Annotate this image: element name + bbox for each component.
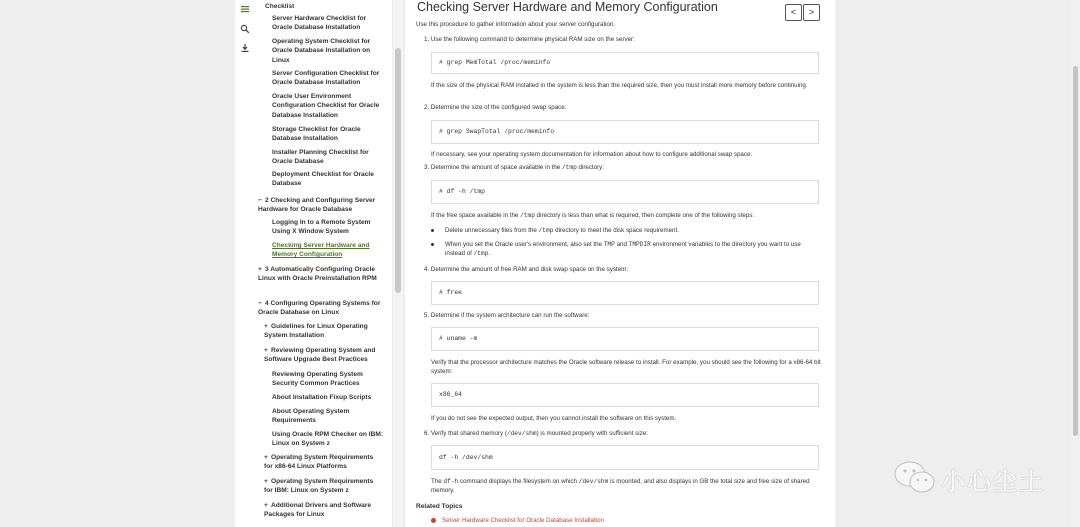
- toc-item-label: Reviewing Operating System and Software Upgrade Best Practices: [264, 347, 376, 364]
- toc-item[interactable]: [272, 148, 387, 167]
- bullet-2: When you set the Oracle user's environment, also set the TMP and TMPDIR environment variables to the directory you want to use instead of /tmp.: [431, 240, 819, 258]
- search-icon[interactable]: [239, 24, 251, 36]
- bullet-dot: [431, 518, 436, 523]
- toc-item[interactable]: [258, 299, 390, 318]
- expand-icon[interactable]: +: [264, 478, 268, 485]
- expand-icon[interactable]: +: [258, 266, 262, 273]
- toc-item-label: Checking Server Hardware and Memory Configuration: [272, 242, 370, 259]
- code-block-4: # free: [431, 281, 819, 305]
- toc-item[interactable]: [272, 125, 387, 144]
- toc-item[interactable]: [272, 407, 387, 426]
- toc-scrollbar[interactable]: [393, 0, 403, 527]
- toc-item-label: Operating System Requirements for x86-64 Linux Platforms: [264, 454, 374, 471]
- collapse-icon[interactable]: −: [258, 300, 262, 307]
- step-5: 5. Determine if the system architecture can run the software:: [424, 312, 590, 319]
- step-6-note: The df-h command displays the filesystem on which /dev/shm is mounted, and also displays in GB the total size and free size of shared memory.: [431, 478, 810, 495]
- step-4: 4. Determine the amount of free RAM and disk swap space on the system:: [424, 266, 628, 273]
- main-scrollbar[interactable]: [1071, 0, 1080, 527]
- toolbar-rail: [235, 0, 256, 527]
- related-topics-heading: Related Topics: [416, 503, 463, 510]
- toc-item[interactable]: [265, 2, 390, 11]
- toc-item[interactable]: [272, 170, 387, 189]
- step-6: 6. Verify that shared memory (/dev/shm) is mounted properly with sufficient size:: [424, 430, 648, 437]
- toc-item[interactable]: [272, 37, 387, 65]
- toc-item[interactable]: [264, 477, 379, 496]
- page-title: Checking Server Hardware and Memory Configuration: [417, 0, 718, 14]
- toc-item-label: Deployment Checklist for Oracle Database: [272, 171, 374, 188]
- step-3-note: If the free space available in the /tmp directory is less than what is required, then complete one of the following steps:: [431, 212, 755, 219]
- main-scroll-thumb[interactable]: [1073, 66, 1078, 436]
- toc-scroll-thumb[interactable]: [395, 48, 401, 293]
- toc-item[interactable]: [264, 346, 379, 365]
- step-5-note: Verify that the processor architecture matches the Oracle software release to install. For example, you should see the following for a x86-64 bit system:: [431, 359, 821, 376]
- toc-item[interactable]: [272, 241, 387, 260]
- step-1: 1. Use the following command to determine physical RAM size on the server:: [424, 36, 635, 43]
- toc-item-label: Using Oracle RPM Checker on IBM: Linux on System z: [272, 431, 384, 448]
- toc-item[interactable]: [272, 430, 387, 449]
- toc-item[interactable]: [272, 69, 387, 88]
- expand-icon[interactable]: +: [264, 347, 268, 354]
- step-1-note: If the size of the physical RAM installed in the system is less than the required size, then you must install more memory before continuing.: [431, 82, 808, 89]
- toc-item-label: Server Hardware Checklist for Oracle Database Installation: [272, 15, 367, 32]
- toc-item-label: Additional Drivers and Software Packages for Linux: [264, 502, 372, 519]
- toc-item-label: 4 Configuring Operating Systems for Oracle Database on Linux: [258, 300, 381, 317]
- step-5-warning: If you do not see the expected output, then you cannot install the software on this system.: [431, 415, 677, 422]
- intro-text: Use this procedure to gather information about your server configuration.: [416, 21, 616, 28]
- toc-item[interactable]: [264, 453, 379, 472]
- toc-item[interactable]: [264, 501, 379, 520]
- step-2: 2. Determine the size of the configured swap space:: [424, 104, 567, 111]
- main-content: [405, 0, 835, 527]
- toc-item-label: Operating System Requirements for IBM: Linux on System z: [264, 478, 374, 495]
- code-block-3: # df -h /tmp: [431, 180, 819, 204]
- code-block-1: # grep MemTotal /proc/meminfo: [431, 52, 819, 74]
- collapse-icon[interactable]: −: [258, 197, 262, 204]
- toc-item[interactable]: [258, 265, 390, 284]
- code-block-5-output: x86_64: [431, 383, 819, 407]
- watermark: [893, 458, 1053, 498]
- expand-icon[interactable]: +: [264, 323, 268, 330]
- next-page-button[interactable]: >: [803, 4, 820, 21]
- toc-item[interactable]: [272, 92, 387, 120]
- previous-page-button[interactable]: <: [785, 4, 802, 21]
- related-link[interactable]: Server Hardware Checklist for Oracle Database Installation: [431, 517, 604, 524]
- toc-item-label: Checklist: [265, 3, 295, 10]
- download-icon[interactable]: [239, 43, 251, 55]
- step-2-note: If necessary, see your operating system documentation for information about how to configure additional swap space.: [431, 151, 753, 158]
- toc-item[interactable]: [272, 14, 387, 33]
- expand-icon[interactable]: +: [264, 502, 268, 509]
- bullet-1: Delete unnecessary files from the /tmp directory to meet the disk space requirement.: [431, 226, 819, 235]
- toc-item[interactable]: [272, 393, 387, 402]
- toc-item-label: About Operating System Requirements: [272, 408, 350, 425]
- toc-item-label: 3 Automatically Configuring Oracle Linux with Oracle Preinstallation RPM: [258, 266, 377, 283]
- step-3: 3. Determine the amount of space available in the /tmp directory:: [424, 164, 604, 171]
- toc-item-label: Guidelines for Linux Operating System Installation: [264, 323, 368, 340]
- toc-item[interactable]: [272, 218, 387, 237]
- toc-item-label: 2 Checking and Configuring Server Hardware for Oracle Database: [258, 197, 376, 214]
- code-block-6: df -h /dev/shm: [431, 445, 819, 470]
- toc-item-label: Storage Checklist for Oracle Database Installation: [272, 126, 361, 143]
- code-block-5: # uname -m: [431, 327, 819, 351]
- table-of-contents: [255, 0, 392, 527]
- toc-item-label: Reviewing Operating System Security Common Practices: [272, 371, 363, 388]
- toc-item[interactable]: [272, 370, 387, 389]
- toc-item-label: Oracle User Environment Configuration Checklist for Oracle Database Installation: [272, 93, 380, 119]
- expand-icon[interactable]: +: [264, 454, 268, 461]
- toc-item-label: Installer Planning Checklist for Oracle Database: [272, 149, 369, 166]
- code-block-2: # grep SwapTotal /proc/meminfo: [431, 120, 819, 144]
- watermark-text: 小心尘土: [941, 469, 1045, 496]
- toc-item[interactable]: [264, 322, 379, 341]
- toc-item-label: About Installation Fixup Scripts: [272, 394, 372, 401]
- toc-item[interactable]: [258, 196, 390, 215]
- toc-item-label: Operating System Checklist for Oracle Database Installation on Linux: [272, 38, 371, 64]
- toc-item-label: Server Configuration Checklist for Oracle Database Installation: [272, 70, 380, 87]
- wechat-logo-icon: [893, 458, 937, 498]
- toc-item-label: Logging In to a Remote System Using X Window System: [272, 219, 371, 236]
- list-icon[interactable]: [239, 4, 251, 16]
